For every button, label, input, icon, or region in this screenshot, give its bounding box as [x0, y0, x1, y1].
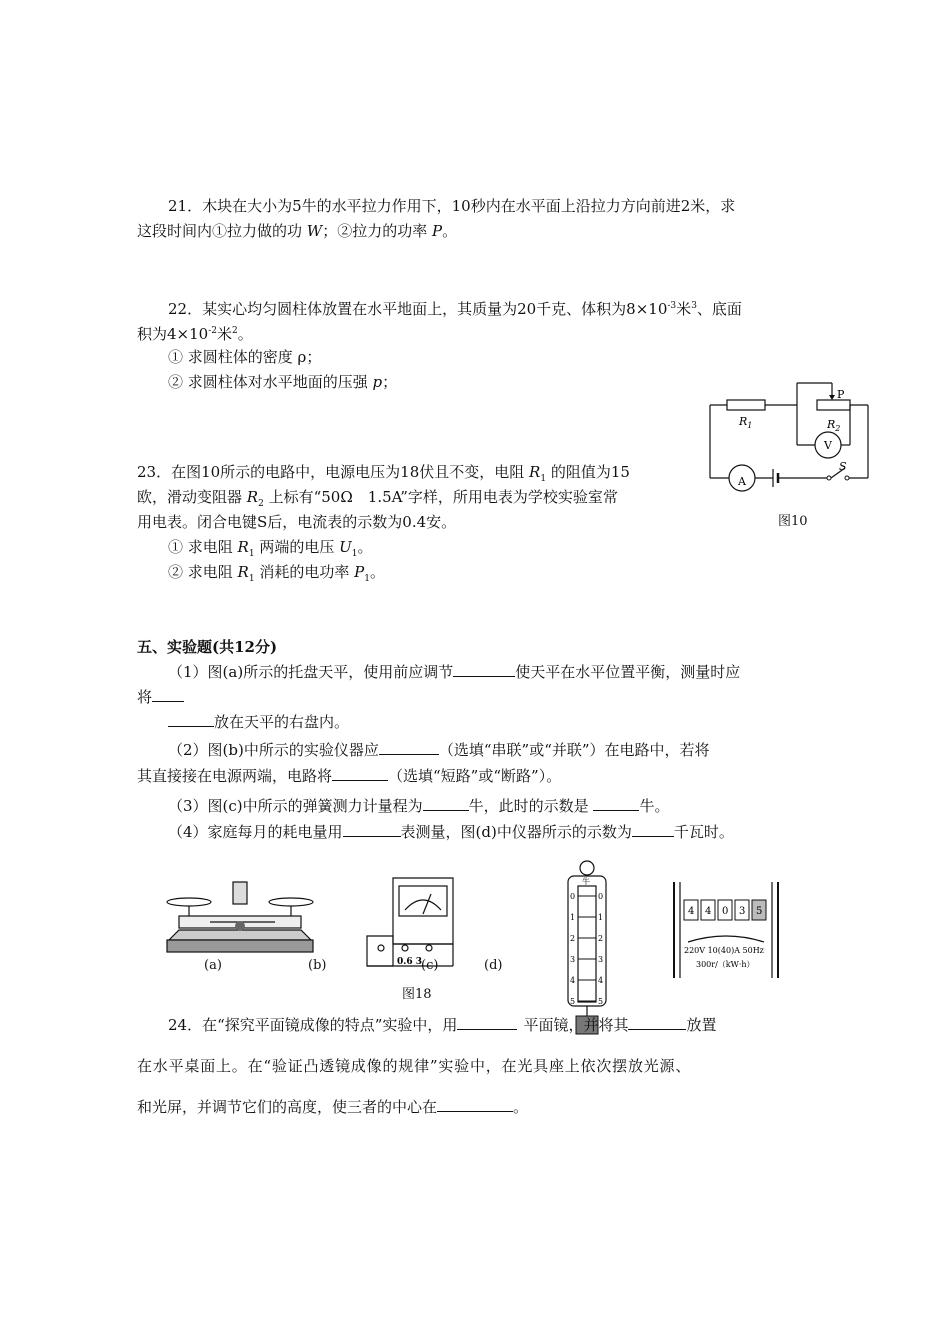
figure-18b-ammeter: [365, 876, 455, 971]
fig18-label-a: (a): [204, 958, 222, 973]
exp-p4: （4）家庭每月的耗电量用 表测量，图(d)中仪器所示的示数为 千瓦时。: [168, 823, 734, 841]
figure-18d-electric-meter: [670, 880, 782, 980]
resistor-r1: [727, 400, 765, 410]
q23-item1: ① 求电阻 $R_1$ 两端的电压 $U_1$。: [168, 538, 373, 559]
exp-p2-line1: （2）图(b)中所示的实验仪器应 （选填“串联”或“并联”）在电路中，若将: [168, 741, 710, 759]
q23-line1: 23．在图10所示的电路中，电源电压为18伏且不变，电阻 $R_1$ 的阻值为15: [137, 463, 630, 484]
blank[interactable]: [379, 740, 439, 755]
q23-line2: 欧，滑动变阻器 $R_2$ 上标有“50Ω 1.5A”字样，所用电表为学校实验室常: [137, 488, 618, 509]
label-v: V: [824, 439, 832, 452]
blank[interactable]: [632, 822, 674, 837]
q24-line3: 和光屏，并调节它们的高度，使三者的中心在 。: [137, 1098, 529, 1116]
label-p: P: [837, 388, 845, 401]
ammeter-scale: 0.6 3: [397, 957, 423, 967]
exp-p1-line1: （1）图(a)所示的托盘天平，使用前应调节 使天平在水平位置平衡，测量时应: [168, 663, 741, 681]
spring-tick-label: 3: [570, 955, 576, 964]
spring-tick-label: 3: [598, 955, 604, 964]
spring-tick-label: 0: [570, 892, 576, 901]
label-r1: $R_1$: [739, 415, 753, 430]
q24-line2: 在水平桌面上。在“验证凸透镜成像的规律”实验中，在光具座上依次摆放光源、: [137, 1057, 692, 1075]
spring-tick-label: 4: [570, 976, 576, 985]
figure-18c-spring-balance: [562, 858, 612, 1040]
spring-tick-label: 1: [570, 913, 576, 922]
blank[interactable]: [332, 766, 388, 781]
meter-spec-1: 220V 10(40)A 50Hz: [684, 946, 764, 955]
fig18-label-b: (b): [308, 958, 327, 973]
spring-tick-label: 0: [598, 892, 604, 901]
q22-line1: 22．某实心均匀圆柱体放置在水平地面上，其质量为20千克、体积为$8\times 10^{-3}$米$^3$、底面: [168, 300, 742, 318]
spring-tick-label: 2: [570, 934, 576, 943]
exp-p2-line2: 其直接接在电源两端，电路将 （选填“短路”或“断路”）。: [137, 767, 562, 785]
exp-p1-line3: 放在天平的右盘内。: [168, 712, 349, 732]
blank[interactable]: [423, 796, 469, 811]
meter-digit: 0: [722, 906, 729, 917]
blank[interactable]: [168, 712, 214, 727]
q22-item2: ② 求圆柱体对水平地面的压强 p；: [168, 373, 398, 391]
blank[interactable]: [593, 796, 639, 811]
blank[interactable]: [453, 662, 515, 677]
meter-digit: 4: [688, 906, 695, 917]
fig18-label-c: (c): [421, 958, 439, 973]
blank[interactable]: [152, 687, 184, 702]
spring-tick-label: 4: [598, 976, 604, 985]
q22-item1: ① 求圆柱体的密度 ρ；: [168, 348, 322, 366]
blank[interactable]: [343, 822, 401, 837]
label-a: A: [738, 475, 746, 488]
spring-tick-label: 5: [598, 997, 604, 1006]
blank[interactable]: [628, 1015, 686, 1030]
blank[interactable]: [437, 1097, 513, 1112]
q23-line3: 用电表。闭合电键S后，电流表的示数为0.4安。: [137, 513, 457, 531]
label-r2: $R_2$: [827, 418, 841, 433]
spring-unit: 牛: [582, 877, 590, 886]
figure-18a-balance: [165, 878, 315, 958]
spring-tick-label: 5: [570, 997, 576, 1006]
q21-line1: 21．木块在大小为5牛的水平拉力作用下，10秒内在水平面上沿拉力方向前进2米，求: [168, 197, 736, 215]
q22-line2: 积为$4\times 10^{-2}$米$^2$。: [137, 325, 253, 343]
q23-item2: ② 求电阻 $R_1$ 消耗的电功率 $P_1$。: [168, 563, 385, 584]
figure-18-caption: 图18: [402, 987, 432, 1002]
meter-digit: 4: [705, 906, 712, 917]
exp-p3: （3）图(c)中所示的弹簧测力计量程为 牛，此时的示数是 牛。: [168, 797, 670, 815]
section-5-title: 五、实验题(共12分): [137, 638, 278, 656]
blank[interactable]: [457, 1015, 517, 1030]
q21-line2: 这段时间内①拉力做的功 W；②拉力的功率 P。: [137, 222, 458, 240]
label-s: S: [839, 460, 847, 473]
fig18-label-d: (d): [484, 958, 503, 973]
meter-spec-2: 300r/（kW·h）: [696, 960, 755, 969]
meter-digit: 5: [756, 906, 763, 917]
q24-line1: 24．在“探究平面镜成像的特点”实验中，用 平面镜，并将其 放置: [168, 1016, 717, 1034]
rheostat-r2: [817, 400, 850, 410]
spring-tick-label: 1: [598, 913, 604, 922]
figure-10-circuit: [705, 378, 875, 488]
figure-10-caption: 图10: [778, 514, 808, 529]
exp-p1-line2: 将: [137, 687, 184, 707]
spring-tick-label: 2: [598, 934, 604, 943]
meter-digit: 3: [739, 906, 746, 917]
